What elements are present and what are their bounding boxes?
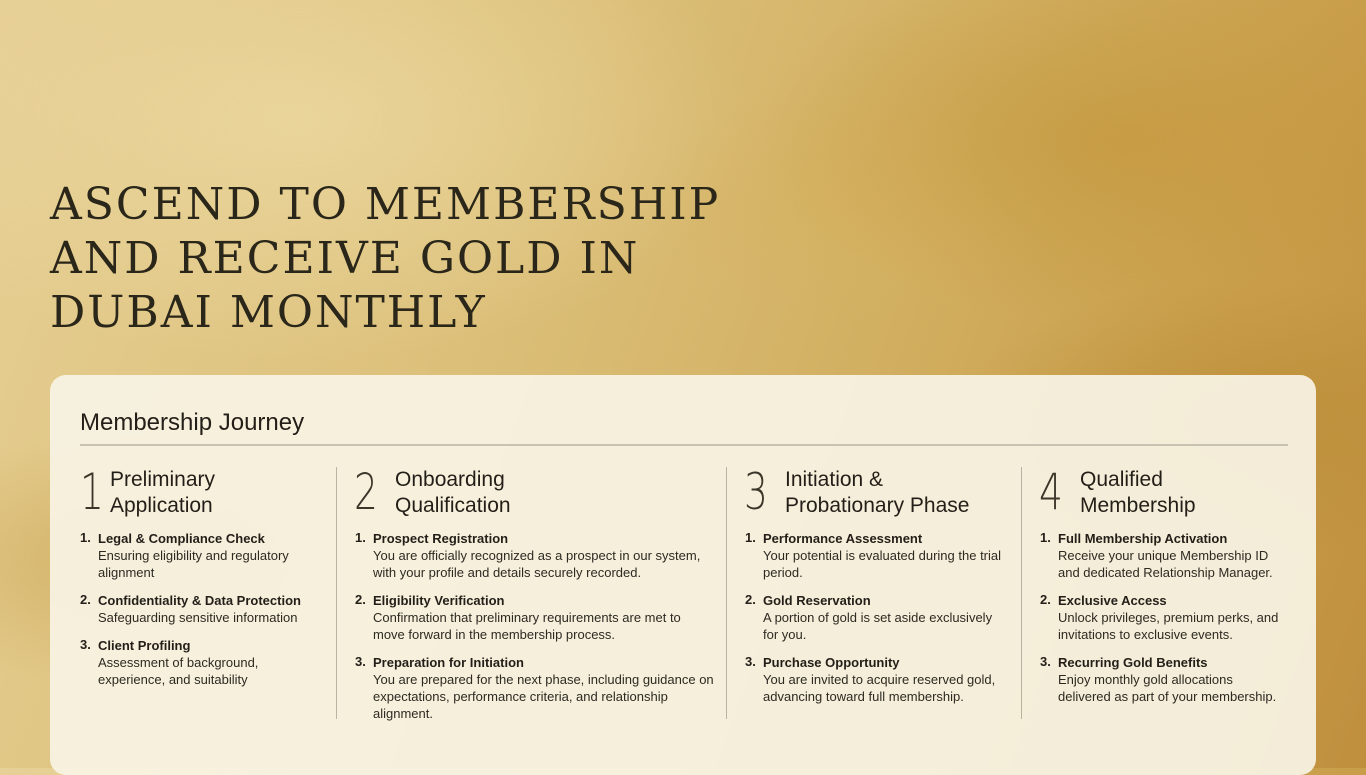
item-title: Full Membership Activation	[1058, 531, 1228, 546]
list-item	[80, 530, 325, 581]
item-description: Assessment of background, experience, and suitability	[98, 655, 259, 687]
step-title: Onboarding Qualification	[395, 468, 511, 517]
membership-journey-card	[50, 375, 1316, 775]
list-item	[355, 654, 715, 722]
item-number: 1.	[355, 530, 366, 545]
step-title: Preliminary Application	[110, 468, 216, 517]
step-column-2	[336, 463, 727, 721]
section-divider	[80, 444, 1288, 446]
item-number: 3.	[80, 637, 91, 652]
item-number: 2.	[1040, 592, 1051, 607]
item-description: Your potential is evaluated during the trial period.	[763, 548, 1002, 580]
item-title: Gold Reservation	[763, 593, 871, 608]
step-number: 3	[744, 463, 768, 521]
item-number: 3.	[1040, 654, 1051, 669]
step-items	[80, 530, 325, 699]
step-column-1	[80, 463, 335, 719]
item-description: Confirmation that preliminary requirements are met to move forward in the membership process.	[373, 610, 681, 642]
item-title: Legal & Compliance Check	[98, 531, 265, 546]
item-description: Unlock privileges, premium perks, and invitations to exclusive events.	[1058, 610, 1279, 642]
list-item	[745, 654, 1010, 705]
item-description: You are invited to acquire reserved gold, advancing toward full membership.	[763, 672, 996, 704]
item-number: 1.	[80, 530, 91, 545]
item-title: Preparation for Initiation	[373, 655, 524, 670]
item-title: Prospect Registration	[373, 531, 509, 546]
step-column-3	[726, 463, 1022, 719]
list-item	[1040, 654, 1285, 705]
list-item	[355, 530, 715, 581]
step-items	[355, 530, 715, 733]
list-item	[80, 592, 325, 626]
list-item	[1040, 530, 1285, 581]
step-number: 4	[1039, 463, 1063, 521]
step-title: Qualified Membership	[1080, 468, 1196, 517]
item-description: A portion of gold is set aside exclusively for you.	[763, 610, 993, 642]
list-item	[745, 592, 1010, 643]
item-description: Enjoy monthly gold allocations delivered as part of your membership.	[1058, 672, 1277, 704]
item-number: 3.	[355, 654, 366, 669]
item-title: Exclusive Access	[1058, 593, 1167, 608]
item-number: 2.	[745, 592, 756, 607]
step-items	[745, 530, 1010, 716]
list-item	[80, 637, 325, 688]
item-title: Eligibility Verification	[373, 593, 505, 608]
item-description: Receive your unique Membership ID and dedicated Relationship Manager.	[1058, 548, 1273, 580]
item-number: 3.	[745, 654, 756, 669]
item-number: 2.	[355, 592, 366, 607]
item-description: You are prepared for the next phase, including guidance on expectations, performance criteria, and relationship alignment.	[373, 672, 714, 721]
item-title: Recurring Gold Benefits	[1058, 655, 1208, 670]
item-title: Client Profiling	[98, 638, 191, 653]
section-title: Membership Journey	[80, 409, 305, 436]
step-title: Initiation & Probationary Phase	[785, 468, 970, 517]
step-column-4	[1021, 463, 1288, 719]
list-item	[355, 592, 715, 643]
item-number: 2.	[80, 592, 91, 607]
item-title: Confidentiality & Data Protection	[98, 593, 301, 608]
step-items	[1040, 530, 1285, 716]
item-title: Performance Assessment	[763, 531, 923, 546]
list-item	[1040, 592, 1285, 643]
list-item	[745, 530, 1010, 581]
step-number: 1	[80, 463, 104, 521]
step-number: 2	[354, 463, 378, 521]
item-description: You are officially recognized as a prospect in our system, with your profile and details securely recorded.	[373, 548, 701, 580]
item-description: Ensuring eligibility and regulatory alignment	[98, 548, 289, 580]
item-number: 1.	[745, 530, 756, 545]
item-description: Safeguarding sensitive information	[98, 610, 298, 625]
hero-title: ASCEND TO MEMBERSHIP AND RECEIVE GOLD IN DUBAI MONTHLY	[50, 179, 721, 338]
item-number: 1.	[1040, 530, 1051, 545]
item-title: Purchase Opportunity	[763, 655, 900, 670]
